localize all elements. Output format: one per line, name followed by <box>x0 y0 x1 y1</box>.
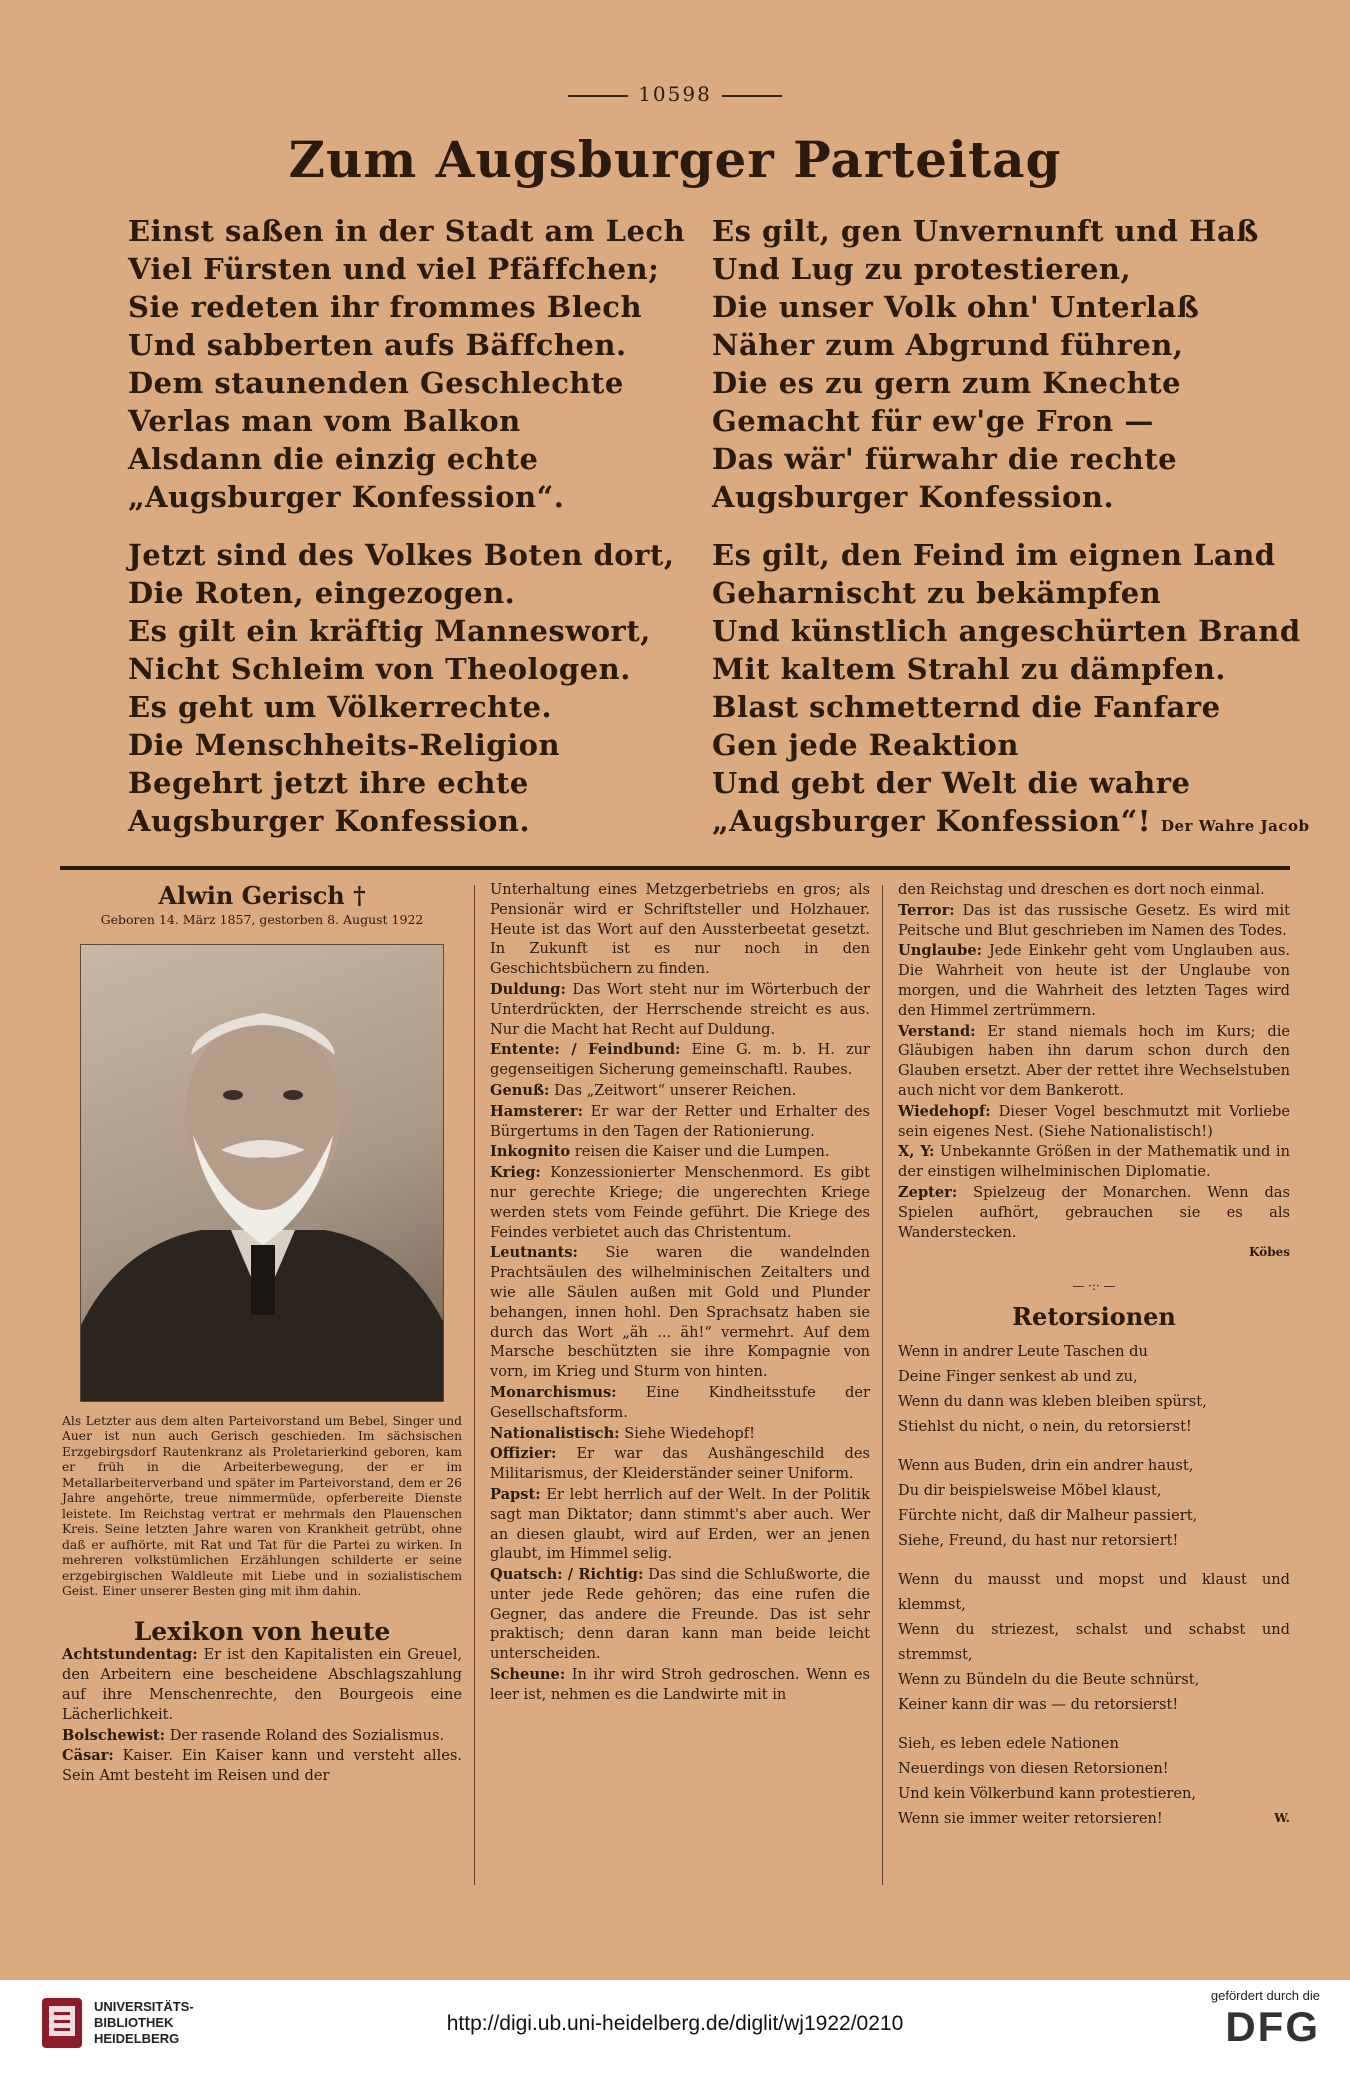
lexikon-entry: X, Y: Unbekannte Größen in der Mathematik und in der einstigen wilhelminischen Diplomatie. <box>898 1143 1290 1181</box>
document-url-link[interactable]: http://digi.ub.uni-heidelberg.de/diglit/wj1922/0210 <box>446 2012 904 2035</box>
lexikon-entry: Wiedehopf: Dieser Vogel beschmutzt mit Vorliebe sein eigenes Nest. (Siehe Nationalistisch!) <box>898 1102 1290 1140</box>
lexikon-heading: Lexikon von heute <box>133 1616 391 1646</box>
poem-stanza: Es gilt, den Feind im eignen Land Geharnischt zu bekämpfen Und künstlich angeschürten Brand Mit kaltem Strahl zu dämpfen. Blast schmetternd die Fanfare Gen jede Reaktion Und gebt der Welt die wahre „Augsburger Konfession“! Der Wahre Jacob <box>712 538 1310 838</box>
column-2 <box>490 880 870 1706</box>
lexikon-entry: Cäsar: Kaiser. Ein Kaiser kann und versteht alles. Sein Amt besteht im Reisen und der <box>62 1747 463 1785</box>
viewer-footer <box>0 1980 1350 2076</box>
poem-stanza: Sieh, es leben edele Nationen Neuerdings von diesen Retorsionen! Und kein Völkerbund kann protestieren, Wenn sie immer weiter retorsieren! W. <box>898 1731 1290 1831</box>
obituary-heading: Alwin Gerisch † <box>158 881 366 910</box>
lexikon-entry: Scheune: In ihr wird Stroh gedroschen. Wenn es leer ist, nehmen es die Landwirte mit in <box>490 1666 871 1703</box>
lexikon-entry: Leutnants: Sie waren die wandelnden Prachtsäulen des wilhelminischen Zeitalters und wie alle Säulen außen mit Gold und Plunder behangen, innen hohl. Den Sprachsatz haben sie durch das Wort „äh ... äh!“ vermehrt. Auf dem Marsche beschützten sie ihre Kompagnie von vorn, im Krieg und Sturm von hinten. <box>490 1244 870 1381</box>
lexikon-entry: Offizier: Er war das Aushängeschild des Militarismus, der Kleiderständer seiner Uniform. <box>490 1445 871 1483</box>
poem-stanza: Es gilt, gen Unvernunft und Haß Und Lug zu protestieren, Die unser Volk ohn' Unterlaß Näher zum Abgrund führen, Die es zu gern zum Knechte Gemacht für ew'ge Fron — Das wär' fürwahr die rechte Augsburger Konfession. <box>712 214 1259 514</box>
lexikon-entry: Unterhaltung eines Metzgerbetriebs en gros; als Pensionär wird er Schriftsteller und Holzhauer. Heute ist das Wort auf den Aussterbeetat gesetzt. In Zukunft ist es nur noch in den Geschichtsbüchern zu finden. <box>490 881 870 978</box>
lexikon-entry: Genuß: Das „Zeitwort“ unserer Reichen. <box>490 1081 797 1099</box>
lexikon-entry: Krieg: Konzessionierter Menschenmord. Es gibt nur gerechte Kriege; die ungerechten Kriege werden stets vom Feinde geführt. Die Kriege des Feindes verbietet auch das Christentum. <box>490 1164 871 1241</box>
lexikon-entry: den Reichstag und dreschen es dort noch einmal. <box>898 881 1265 898</box>
poem-stanza: Einst saßen in der Stadt am Lech Viel Fürsten und viel Pfäffchen; Sie redeten ihr frommes Blech Und sabberten aufs Bäffchen. Dem staunenden Geschlechte Verlas man vom Balkon Alsdann die einzig echte „Augsburger Konfession“. <box>128 214 686 514</box>
poem-stanza: Jetzt sind des Volkes Boten dort, Die Roten, eingezogen. Es gilt ein kräftig Manneswort, Nicht Schleim von Theologen. Es geht um Völkerrechte. Die Menschheits-Religion Begehrt jetzt ihre echte Augsburger Konfession. <box>128 538 675 838</box>
obituary-caption: Als Letzter aus dem alten Parteivorstand um Bebel, Singer und Auer ist nun auch Gerisch geschieden. Im sächsischen Erzgebirgsdorf Rautenkranz als Proletarierkind geboren, kam er früh in die Arbeiterbewegung, der er im Metallarbeiterverband und später im Parteivorstand, dem er 26 Jahre angehörte, treue nimmermüde, opferbereite Dienste leistete. Im Reichstag vertrat er mehrmals den Plauenschen Kreis. Seine letzten Jahre waren von Krankheit getrübt, ohne daß er aufhörte, mit Rat und Tat für die Partei zu wirken. In mehreren volkstümlichen Erzählungen schilderte er seine erzgebirgischen Waldleute mit Liebe und in sozialistischem Geist. Einer unserer Besten ging mit ihm dahin. <box>62 1413 462 1599</box>
lexikon-entry: Verstand: Er stand niemals hoch im Kurs; die Gläubigen haben ihn darum schon durch den Glauben ersetzt. Aber der rettet ihre Wechselstuben auch nicht vor dem Bankerott. <box>898 1022 1290 1099</box>
lexikon-entry: Unglaube: Jede Einkehr geht vom Unglauben aus. Die Wahrheit von heute ist der Unglaube von morgen, und die Wahrheit des letzten Tages wird den Himmel zertrümmern. <box>898 942 1290 1019</box>
lexikon-entry: Papst: Er lebt herrlich auf der Welt. In der Politik sagt man Diktator; dann stimmt's aber auch. Wer an diesen glaubt, wird auf Erden, wer an jenen glaubt, im Himmel selig. <box>490 1485 870 1563</box>
obituary-dates: Geboren 14. März 1857, gestorben 8. August 1922 <box>100 911 424 927</box>
portrait-figure-icon <box>81 945 444 1402</box>
institution-name: UNIVERSITÄTS- BIBLIOTHEK HEIDELBERG <box>94 1999 194 2046</box>
lexikon-entry: Monarchismus: Eine Kindheitsstufe der Gesellschaftsform. <box>490 1383 871 1421</box>
lexikon-entry: Entente: / Feindbund: Eine G. m. b. H. zur gegenseitigen Sicherung gemeinschaftl. Raubes. <box>490 1041 871 1079</box>
retorsionen-poem <box>898 1339 1290 1831</box>
poem-signature: Der Wahre Jacob <box>1161 817 1310 835</box>
column-rule <box>882 885 883 1885</box>
dfg-logo[interactable]: gefördert durch die DFG <box>1210 1988 1320 2050</box>
retorsionen-heading: Retorsionen <box>1012 1301 1176 1331</box>
column-1 <box>62 880 462 1787</box>
lexikon-entry: Zepter: Spielzeug der Monarchen. Wenn das Spielen aufhört, gebrauchen sie es als Wanderstecken. <box>898 1183 1290 1241</box>
column-rule <box>474 885 475 1885</box>
lexikon-entry: Quatsch: / Richtig: Das sind die Schlußworte, die unter jede Rede gehören; das eine rufen die Gegner, das andere die Freunde. Das ist sehr praktisch; denn daran kann man beide leicht unterscheiden. <box>490 1566 871 1663</box>
lexikon-entry: Bolschewist: Der rasende Roland des Sozialismus. <box>62 1726 445 1744</box>
lexikon-entry: Achtstundentag: Er ist den Kapitalisten ein Greuel, den Arbeitern eine bescheidene Abschlagszahlung auf ihre Menschenrechte, den Bourgeois eine Lächerlichkeit. <box>62 1646 462 1723</box>
poem-left-column <box>128 212 685 860</box>
section-divider <box>60 866 1290 870</box>
poem-stanza: Wenn du mausst und mopst und klaust und klemmst, Wenn du striezest, schalst und schabst und stremmst, Wenn zu Bündeln du die Beute schnürst, Keiner kann dir was — du retorsierst! <box>898 1570 1290 1713</box>
lexikon-entry: Inkognito reisen die Kaiser und die Lumpen. <box>490 1143 830 1161</box>
page-number: 10598 <box>0 82 1350 106</box>
poem-right-column <box>712 212 1310 865</box>
column-3 <box>898 880 1290 1845</box>
lexikon-entry: Terror: Das ist das russische Gesetz. Es wird mit Peitsche und Blut geschrieben im Namen des Todes. <box>898 901 1290 939</box>
lexikon-author: Köbes <box>1249 1245 1290 1260</box>
lexikon-entry: Duldung: Das Wort steht nur im Wörterbuch der Unterdrückten, der Herrschende streicht es aus. Nur die Macht hat Recht auf Duldung. <box>490 980 870 1038</box>
ornament-divider: — ·:· — <box>1072 1279 1116 1294</box>
portrait-photo <box>80 944 444 1402</box>
lexikon-entry: Hamsterer: Er war der Retter und Erhalter des Bürgertums in den Tagen der Rationierung. <box>490 1102 870 1140</box>
lexikon-entry: Nationalistisch: Siehe Wiedehopf! <box>490 1424 756 1442</box>
retorsionen-author: W. <box>1274 1810 1290 1825</box>
poem-stanza: Wenn aus Buden, drin ein andrer haust, Du dir beispielsweise Möbel klaust, Fürchte nicht, daß dir Malheur passiert, Siehe, Freund, du hast nur retorsiert! <box>898 1456 1198 1549</box>
poem-stanza: Wenn in andrer Leute Taschen du Deine Finger senkest ab und zu, Wenn du dann was kleben bleiben spürst, Stiehlst du nicht, o nein, du retorsierst! <box>898 1342 1207 1435</box>
page-title: Zum Augsburger Parteitag <box>288 130 1062 189</box>
